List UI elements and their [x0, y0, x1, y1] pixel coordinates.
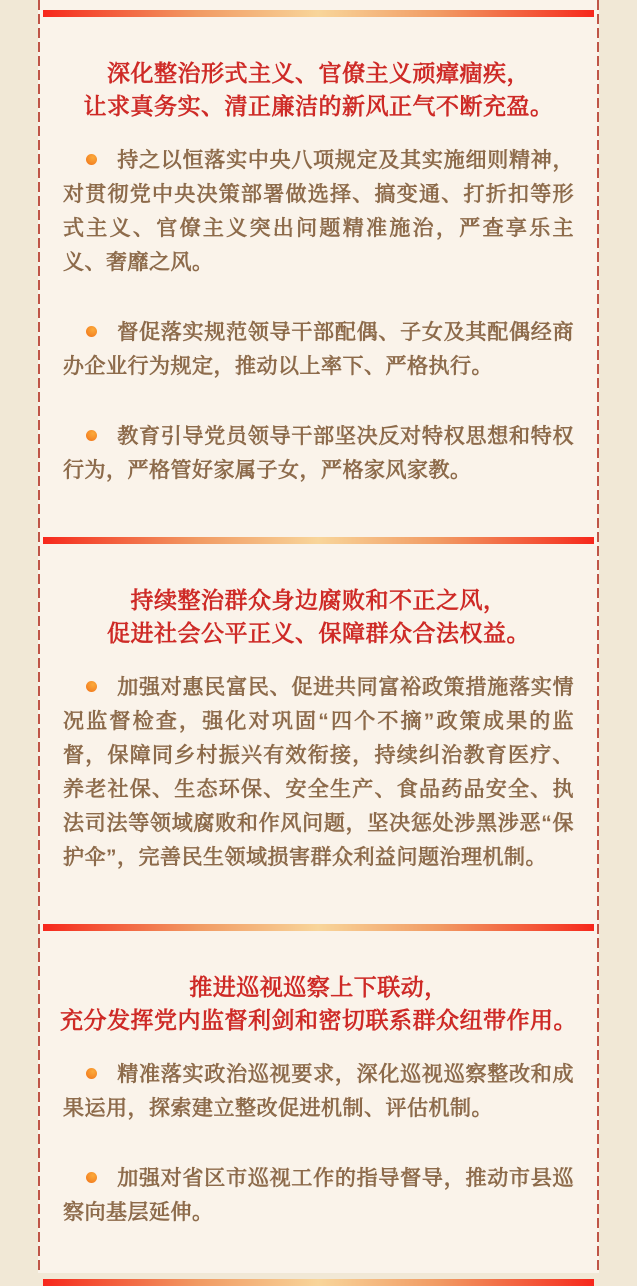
bullet-text: 持之以恒落实中央八项规定及其实施细则精神，对贯彻党中央决策部署做选择、搞变通、打折扣等形式主义、官僚主义突出问题精准施治，严查享乐主义、奢靡之风。: [63, 149, 574, 274]
section-title-line: 促进社会公平正义、保障群众合法权益。: [107, 620, 530, 646]
section-title-line: 充分发挥党内监督利剑和密切联系群众纽带作用。: [60, 1007, 577, 1033]
dashed-border-right: [597, 0, 599, 1273]
bullet-dot-icon: [86, 1172, 97, 1183]
bullet-text: 加强对惠民富民、促进共同富裕政策措施落实情况监督检查，强化对巩固“四个不摘”政策成果的监督，保障同乡村振兴有效衔接，持续纠治教育医疗、养老社保、生态环保、安全生产、食品药品安全、执法司法等领域腐败和作风问题，坚决惩处涉黑涉恶“保护伞”，完善民生领域损害群众利益问题治理机制。: [63, 676, 574, 869]
bullet-text: 教育引导党员领导干部坚决反对特权思想和特权行为，严格管好家属子女，严格家风家教。: [63, 425, 574, 482]
bullet-text: 精准落实政治巡视要求，深化巡视巡察整改和成果运用，探索建立整改促进机制、评估机制。: [63, 1063, 574, 1120]
section-title: [38, 57, 599, 123]
section-title: [38, 971, 599, 1037]
bullet-paragraph: [63, 420, 574, 488]
section-divider-bar: [43, 1279, 594, 1286]
section-title-line: 深化整治形式主义、官僚主义顽瘴痼疾，: [107, 60, 530, 86]
bullet-dot-icon: [86, 681, 97, 692]
bullet-dot-icon: [86, 154, 97, 165]
bullet-paragraph: [63, 316, 574, 384]
content-frame: [38, 0, 599, 1273]
bullet-dot-icon: [86, 430, 97, 441]
section: [38, 971, 599, 1230]
bullet-text: 加强对省区市巡视工作的指导督导，推动市县巡察向基层延伸。: [63, 1167, 574, 1224]
bullet-text: 督促落实规范领导干部配偶、子女及其配偶经商办企业行为规定，推动以上率下、严格执行。: [63, 321, 574, 378]
dashed-border-left: [38, 0, 40, 1273]
section: [38, 584, 599, 875]
bullet-paragraph: [63, 144, 574, 280]
section-divider-bar: [43, 10, 594, 17]
bullet-paragraph: [63, 1058, 574, 1126]
bullet-dot-icon: [86, 1068, 97, 1079]
section-title-line: 让求真务实、清正廉洁的新风正气不断充盈。: [83, 93, 554, 119]
section-title: [38, 584, 599, 650]
sections-container: [38, 10, 599, 1286]
section-divider-bar: [43, 537, 594, 544]
bullet-paragraph: [63, 671, 574, 875]
bullet-dot-icon: [86, 326, 97, 337]
bullet-paragraph: [63, 1162, 574, 1230]
section-title-line: 推进巡视巡察上下联动，: [189, 974, 448, 1000]
section-divider-bar: [43, 924, 594, 931]
section: [38, 57, 599, 488]
section-title-line: 持续整治群众身边腐败和不正之风，: [130, 587, 507, 613]
